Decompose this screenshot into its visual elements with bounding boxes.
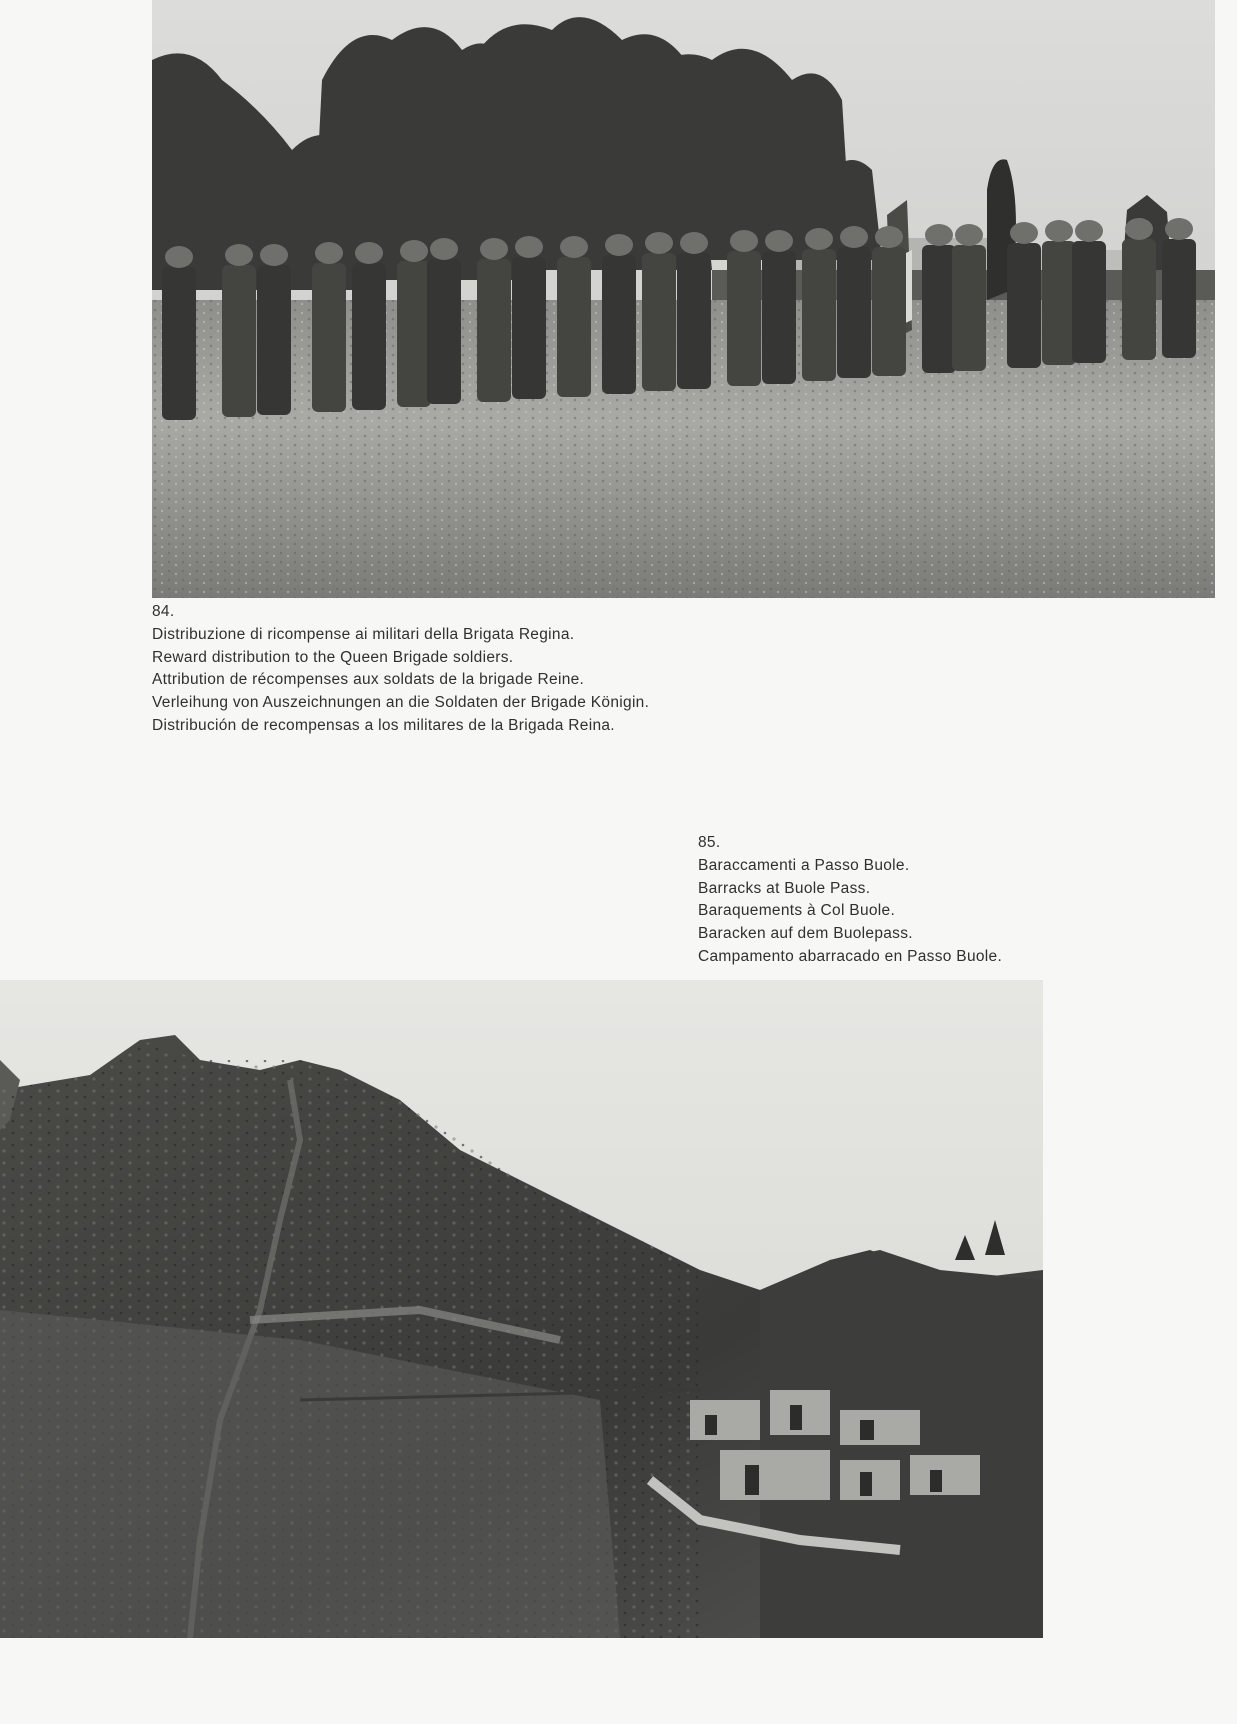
soldier-figure — [512, 236, 546, 399]
caption-84-german: Verleihung von Auszeichnungen an die Soldaten der Brigade Königin. — [152, 694, 650, 712]
caption-85 — [698, 832, 1002, 969]
soldier-figure — [427, 238, 461, 404]
soldier-figure — [1042, 220, 1076, 365]
soldier-figure — [477, 238, 511, 402]
caption-85-german: Baracken auf dem Buolepass. — [698, 925, 913, 943]
soldier-figure — [557, 236, 591, 397]
caption-84-english: Reward distribution to the Queen Brigade soldiers. — [152, 648, 514, 666]
soldier-figure — [222, 244, 256, 417]
caption-85-number: 85. — [698, 834, 721, 851]
soldier-figure — [602, 234, 636, 394]
soldier-figure — [1007, 222, 1041, 368]
soldier-figure — [762, 230, 796, 384]
soldier-figure — [872, 226, 906, 376]
soldier-figure — [677, 232, 711, 389]
soldier-figure — [727, 230, 761, 386]
caption-85-english: Barracks at Buole Pass. — [698, 879, 871, 897]
caption-84-spanish: Distribución de recompensas a los militares de la Brigada Reina. — [152, 716, 615, 734]
caption-85-french: Baraquements à Col Buole. — [698, 902, 896, 920]
soldier-figure — [162, 246, 196, 420]
soldier-figure — [1072, 220, 1106, 363]
photo-85-mountain-barracks — [0, 980, 1043, 1638]
caption-84 — [152, 601, 649, 738]
soldier-figure — [952, 224, 986, 371]
soldier-figure — [802, 228, 836, 381]
photo-84-soldiers-ceremony — [152, 0, 1215, 598]
soldier-figure — [257, 244, 291, 415]
soldier-figure — [397, 240, 431, 407]
caption-84-italian: Distribuzione di ricompense ai militari della Brigata Regina. — [152, 625, 575, 643]
soldier-figure — [312, 242, 346, 412]
caption-84-number: 84. — [152, 603, 175, 620]
soldier-figure — [352, 242, 386, 410]
soldier-figure — [1122, 218, 1156, 360]
soldier-figure — [642, 232, 676, 391]
soldier-figure — [922, 224, 956, 373]
photo-84-image — [152, 0, 1215, 598]
soldier-figure — [837, 226, 871, 378]
caption-85-italian: Baraccamenti a Passo Buole. — [698, 856, 910, 874]
caption-85-spanish: Campamento abarracado en Passo Buole. — [698, 947, 1003, 965]
photo-85-image — [0, 980, 1043, 1638]
caption-84-french: Attribution de récompenses aux soldats de la brigade Reine. — [152, 671, 585, 689]
